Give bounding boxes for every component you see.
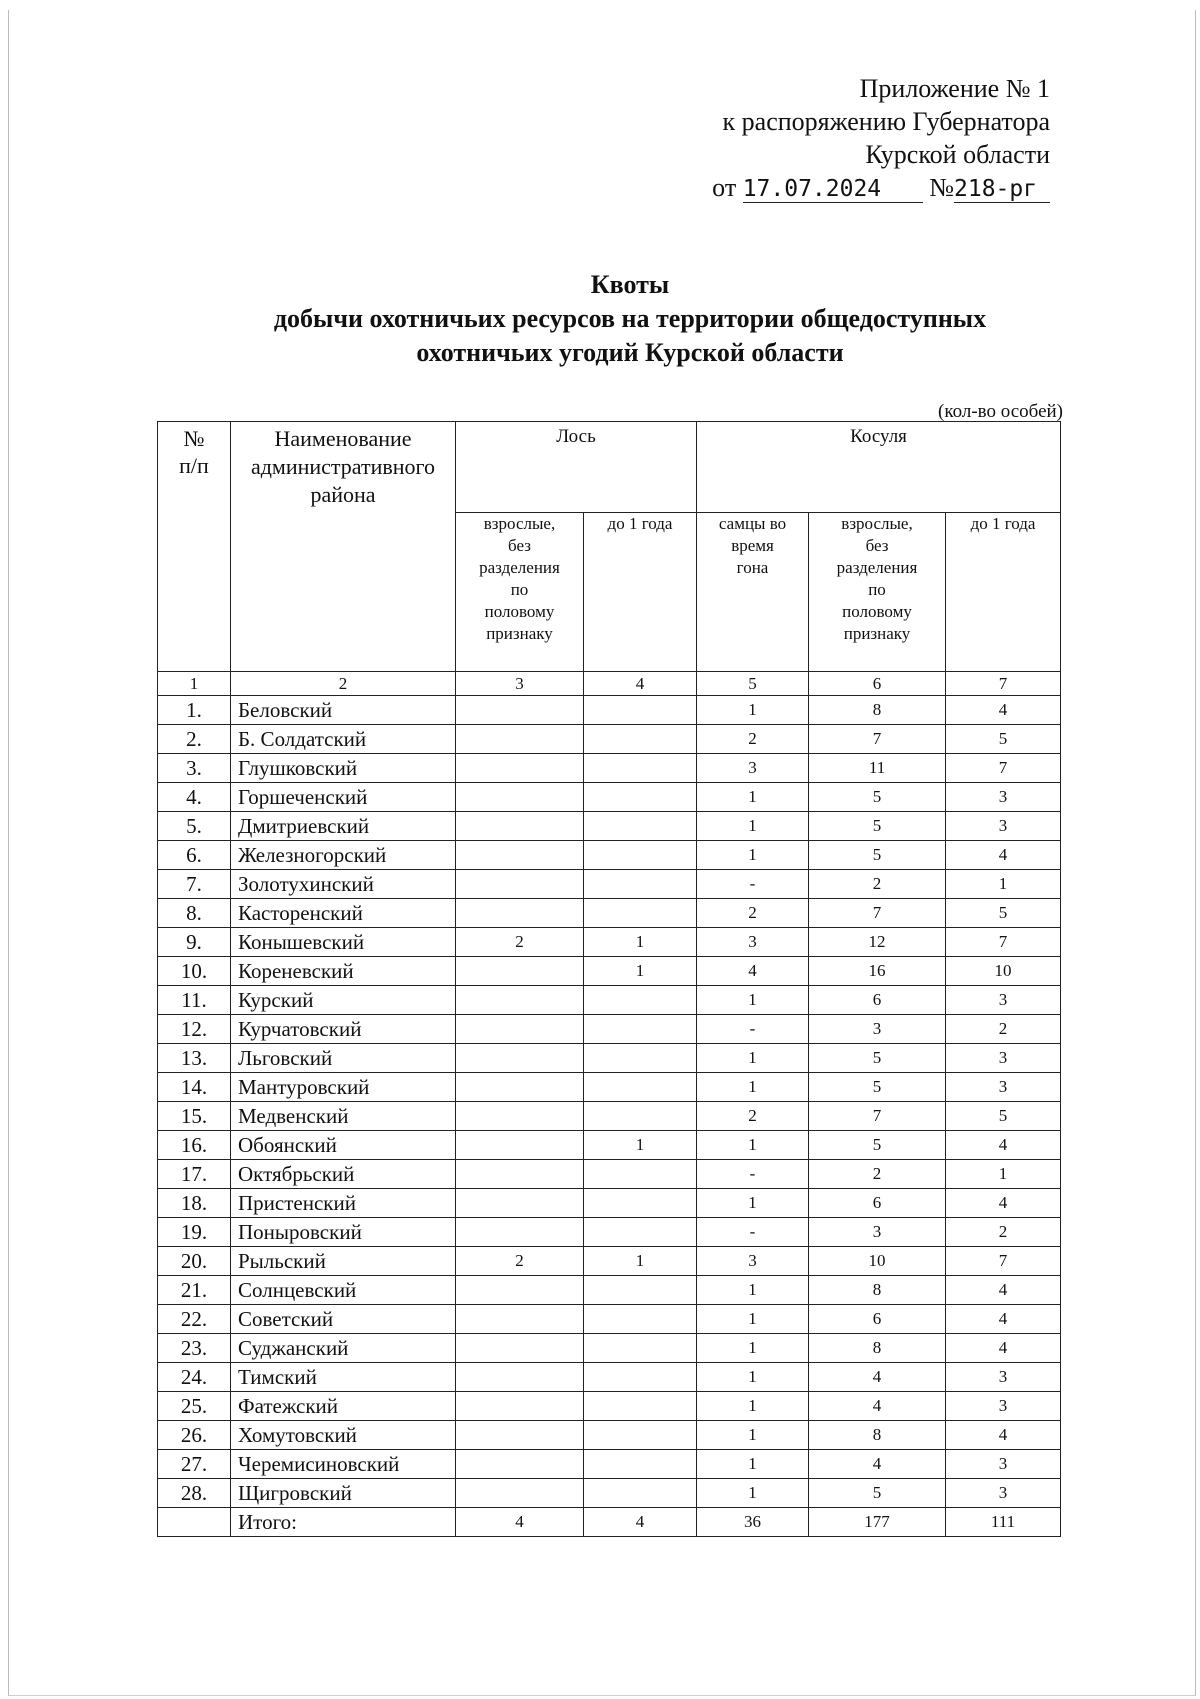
header-text: гона bbox=[736, 558, 769, 577]
moose-adult bbox=[456, 1421, 584, 1450]
moose-young bbox=[584, 696, 697, 725]
moose-young bbox=[584, 1160, 697, 1189]
roe-males: 1 bbox=[697, 1479, 809, 1508]
header-text: половому bbox=[484, 602, 555, 621]
district-name: Железногорский bbox=[231, 841, 456, 870]
moose-adult bbox=[456, 1479, 584, 1508]
header-text: признаку bbox=[843, 624, 911, 643]
header-moose-adult bbox=[456, 513, 584, 672]
moose-adult bbox=[456, 1160, 584, 1189]
roe-adult: 3 bbox=[809, 1015, 946, 1044]
table-row bbox=[158, 1421, 1061, 1450]
moose-adult bbox=[456, 1392, 584, 1421]
appendix-line-3: Курской области bbox=[865, 140, 1050, 169]
appendix-block bbox=[630, 72, 1050, 204]
district-name: Б. Солдатский bbox=[231, 725, 456, 754]
title-line-2: добычи охотничьих ресурсов на территории общедоступных bbox=[273, 304, 987, 333]
district-name: Конышевский bbox=[231, 928, 456, 957]
header-moose-young: до 1 года bbox=[584, 513, 697, 672]
roe-adult: 4 bbox=[809, 1363, 946, 1392]
district-name: Касторенский bbox=[231, 899, 456, 928]
roe-males: 1 bbox=[697, 1450, 809, 1479]
column-number: 2 bbox=[231, 672, 456, 696]
row-number: 2. bbox=[158, 725, 231, 754]
moose-young bbox=[584, 783, 697, 812]
row-number: 15. bbox=[158, 1102, 231, 1131]
header-text: половому bbox=[842, 602, 912, 621]
roe-adult: 5 bbox=[809, 1073, 946, 1102]
header-name bbox=[231, 422, 456, 672]
roe-males: 2 bbox=[697, 1102, 809, 1131]
row-number: 26. bbox=[158, 1421, 231, 1450]
row-number: 11. bbox=[158, 986, 231, 1015]
header-text: время bbox=[731, 536, 774, 555]
table-row bbox=[158, 1363, 1061, 1392]
column-number: 7 bbox=[946, 672, 1061, 696]
roe-males: - bbox=[697, 1218, 809, 1247]
moose-adult: 4 bbox=[456, 1508, 584, 1537]
header-num bbox=[158, 422, 231, 672]
roe-young: 4 bbox=[946, 1131, 1061, 1160]
moose-adult bbox=[456, 841, 584, 870]
table-row bbox=[158, 1073, 1061, 1102]
header-text: без bbox=[865, 536, 889, 555]
row-number: 16. bbox=[158, 1131, 231, 1160]
moose-adult bbox=[456, 1218, 584, 1247]
roe-males: 1 bbox=[697, 696, 809, 725]
roe-adult: 7 bbox=[809, 725, 946, 754]
roe-males: 1 bbox=[697, 1131, 809, 1160]
roe-adult: 8 bbox=[809, 696, 946, 725]
header-text: по bbox=[510, 580, 529, 599]
roe-adult: 8 bbox=[809, 1421, 946, 1450]
moose-adult bbox=[456, 1044, 584, 1073]
roe-adult: 7 bbox=[809, 899, 946, 928]
roe-young: 3 bbox=[946, 812, 1061, 841]
moose-young bbox=[584, 754, 697, 783]
roe-young: 2 bbox=[946, 1218, 1061, 1247]
table-row bbox=[158, 1276, 1061, 1305]
total-row bbox=[158, 1508, 1061, 1537]
row-number: 10. bbox=[158, 957, 231, 986]
roe-young: 111 bbox=[946, 1508, 1061, 1537]
moose-adult bbox=[456, 754, 584, 783]
column-number: 4 bbox=[584, 672, 697, 696]
header-text: разделения bbox=[479, 558, 560, 577]
header-name-line-2: административного bbox=[250, 454, 436, 479]
table-row bbox=[158, 870, 1061, 899]
roe-adult: 177 bbox=[809, 1508, 946, 1537]
table-row bbox=[158, 783, 1061, 812]
row-number bbox=[158, 1508, 231, 1537]
moose-young bbox=[584, 1073, 697, 1102]
document-title bbox=[140, 268, 1120, 370]
roe-adult: 5 bbox=[809, 812, 946, 841]
roe-males: - bbox=[697, 1160, 809, 1189]
moose-young bbox=[584, 1450, 697, 1479]
moose-young bbox=[584, 1218, 697, 1247]
appendix-line-1: Приложение № 1 bbox=[859, 74, 1050, 103]
roe-adult: 5 bbox=[809, 1044, 946, 1073]
roe-young: 7 bbox=[946, 928, 1061, 957]
moose-young bbox=[584, 1334, 697, 1363]
roe-males: 1 bbox=[697, 1044, 809, 1073]
document-date: 17.07.2024 bbox=[743, 176, 923, 203]
roe-adult: 2 bbox=[809, 1160, 946, 1189]
header-text: разделения bbox=[836, 558, 918, 577]
moose-young bbox=[584, 812, 697, 841]
table-row bbox=[158, 899, 1061, 928]
moose-young: 4 bbox=[584, 1508, 697, 1537]
table-row bbox=[158, 1392, 1061, 1421]
moose-adult: 2 bbox=[456, 1247, 584, 1276]
roe-males: 1 bbox=[697, 1073, 809, 1102]
row-number: 21. bbox=[158, 1276, 231, 1305]
header-roe-deer: Косуля bbox=[697, 422, 1061, 513]
roe-young: 3 bbox=[946, 986, 1061, 1015]
row-number: 23. bbox=[158, 1334, 231, 1363]
moose-adult bbox=[456, 696, 584, 725]
roe-young: 4 bbox=[946, 1305, 1061, 1334]
roe-adult: 2 bbox=[809, 870, 946, 899]
roe-adult: 5 bbox=[809, 1479, 946, 1508]
district-name: Дмитриевский bbox=[231, 812, 456, 841]
roe-young: 7 bbox=[946, 754, 1061, 783]
roe-males: 3 bbox=[697, 754, 809, 783]
column-number: 6 bbox=[809, 672, 946, 696]
roe-adult: 11 bbox=[809, 754, 946, 783]
moose-adult bbox=[456, 870, 584, 899]
district-name: Пристенский bbox=[231, 1189, 456, 1218]
row-number: 14. bbox=[158, 1073, 231, 1102]
header-roe-males bbox=[697, 513, 809, 672]
header-roe-young: до 1 года bbox=[946, 513, 1061, 672]
moose-young bbox=[584, 899, 697, 928]
row-number: 28. bbox=[158, 1479, 231, 1508]
header-text: по bbox=[868, 580, 886, 599]
table-row bbox=[158, 1305, 1061, 1334]
row-number: 4. bbox=[158, 783, 231, 812]
roe-adult: 6 bbox=[809, 986, 946, 1015]
row-number: 8. bbox=[158, 899, 231, 928]
row-number: 6. bbox=[158, 841, 231, 870]
district-name: Золотухинский bbox=[231, 870, 456, 899]
roe-males: 2 bbox=[697, 725, 809, 754]
moose-adult bbox=[456, 1189, 584, 1218]
roe-adult: 5 bbox=[809, 1131, 946, 1160]
moose-adult bbox=[456, 1015, 584, 1044]
column-number: 5 bbox=[697, 672, 809, 696]
roe-young: 4 bbox=[946, 1421, 1061, 1450]
district-name: Рыльский bbox=[231, 1247, 456, 1276]
roe-males: 1 bbox=[697, 812, 809, 841]
moose-young bbox=[584, 725, 697, 754]
moose-young bbox=[584, 1392, 697, 1421]
moose-young bbox=[584, 1421, 697, 1450]
roe-young: 3 bbox=[946, 783, 1061, 812]
roe-adult: 3 bbox=[809, 1218, 946, 1247]
district-name: Кореневский bbox=[231, 957, 456, 986]
district-name: Щигровский bbox=[231, 1479, 456, 1508]
moose-young bbox=[584, 1479, 697, 1508]
table-row bbox=[158, 1218, 1061, 1247]
roe-young: 4 bbox=[946, 1276, 1061, 1305]
column-number-row bbox=[158, 672, 1061, 696]
moose-young bbox=[584, 1015, 697, 1044]
row-number: 25. bbox=[158, 1392, 231, 1421]
district-name: Итого: bbox=[231, 1508, 456, 1537]
table-row bbox=[158, 725, 1061, 754]
moose-young: 1 bbox=[584, 1247, 697, 1276]
moose-adult bbox=[456, 1305, 584, 1334]
moose-young bbox=[584, 870, 697, 899]
moose-adult bbox=[456, 725, 584, 754]
moose-adult bbox=[456, 899, 584, 928]
district-name: Хомутовский bbox=[231, 1421, 456, 1450]
table-row bbox=[158, 1450, 1061, 1479]
moose-adult bbox=[456, 986, 584, 1015]
document-number: 218-рг bbox=[954, 176, 1050, 203]
header-text: признаку bbox=[486, 624, 553, 643]
district-name: Обоянский bbox=[231, 1131, 456, 1160]
moose-young bbox=[584, 986, 697, 1015]
header-roe-adult bbox=[809, 513, 946, 672]
roe-young: 2 bbox=[946, 1015, 1061, 1044]
roe-young: 5 bbox=[946, 725, 1061, 754]
district-name: Льговский bbox=[231, 1044, 456, 1073]
roe-adult: 6 bbox=[809, 1305, 946, 1334]
moose-young: 1 bbox=[584, 957, 697, 986]
roe-males: 4 bbox=[697, 957, 809, 986]
row-number: 20. bbox=[158, 1247, 231, 1276]
moose-adult bbox=[456, 1276, 584, 1305]
district-name: Глушковский bbox=[231, 754, 456, 783]
roe-males: 3 bbox=[697, 928, 809, 957]
table-row bbox=[158, 1334, 1061, 1363]
appendix-date-line bbox=[630, 171, 1050, 204]
moose-young bbox=[584, 841, 697, 870]
header-text: взрослые, bbox=[483, 514, 556, 533]
roe-young: 4 bbox=[946, 696, 1061, 725]
district-name: Курский bbox=[231, 986, 456, 1015]
moose-young bbox=[584, 1363, 697, 1392]
moose-adult bbox=[456, 812, 584, 841]
table-row bbox=[158, 1102, 1061, 1131]
number-prefix: № bbox=[929, 173, 954, 202]
roe-males: 1 bbox=[697, 1189, 809, 1218]
roe-young: 1 bbox=[946, 870, 1061, 899]
moose-adult bbox=[456, 957, 584, 986]
row-number: 1. bbox=[158, 696, 231, 725]
moose-adult: 2 bbox=[456, 928, 584, 957]
roe-young: 7 bbox=[946, 1247, 1061, 1276]
roe-young: 5 bbox=[946, 1102, 1061, 1131]
date-prefix: от bbox=[712, 173, 737, 202]
table-row bbox=[158, 1131, 1061, 1160]
roe-adult: 10 bbox=[809, 1247, 946, 1276]
district-name: Фатежский bbox=[231, 1392, 456, 1421]
table-row bbox=[158, 1479, 1061, 1508]
title-line-1: Квоты bbox=[590, 270, 670, 299]
roe-young: 3 bbox=[946, 1044, 1061, 1073]
moose-adult bbox=[456, 783, 584, 812]
table-row bbox=[158, 1189, 1061, 1218]
unit-note: (кол-во особей) bbox=[938, 401, 1063, 422]
roe-young: 4 bbox=[946, 1189, 1061, 1218]
roe-males: 1 bbox=[697, 1334, 809, 1363]
table-row bbox=[158, 754, 1061, 783]
district-name: Октябрьский bbox=[231, 1160, 456, 1189]
roe-young: 3 bbox=[946, 1392, 1061, 1421]
district-name: Медвенский bbox=[231, 1102, 456, 1131]
roe-males: 1 bbox=[697, 1305, 809, 1334]
moose-adult bbox=[456, 1363, 584, 1392]
row-number: 5. bbox=[158, 812, 231, 841]
roe-males: 1 bbox=[697, 1276, 809, 1305]
roe-adult: 7 bbox=[809, 1102, 946, 1131]
table-row bbox=[158, 986, 1061, 1015]
row-number: 24. bbox=[158, 1363, 231, 1392]
roe-males: 1 bbox=[697, 1392, 809, 1421]
moose-young bbox=[584, 1276, 697, 1305]
column-number: 3 bbox=[456, 672, 584, 696]
header-text: самцы во bbox=[718, 514, 787, 533]
moose-young bbox=[584, 1044, 697, 1073]
roe-young: 10 bbox=[946, 957, 1061, 986]
row-number: 17. bbox=[158, 1160, 231, 1189]
roe-young: 5 bbox=[946, 899, 1061, 928]
header-num-line-2: п/п bbox=[179, 453, 209, 478]
district-name: Советский bbox=[231, 1305, 456, 1334]
roe-males: 1 bbox=[697, 986, 809, 1015]
moose-young bbox=[584, 1305, 697, 1334]
table-row bbox=[158, 1160, 1061, 1189]
row-number: 18. bbox=[158, 1189, 231, 1218]
row-number: 22. bbox=[158, 1305, 231, 1334]
row-number: 19. bbox=[158, 1218, 231, 1247]
row-number: 13. bbox=[158, 1044, 231, 1073]
moose-adult bbox=[456, 1102, 584, 1131]
roe-young: 3 bbox=[946, 1450, 1061, 1479]
quota-table-body bbox=[158, 672, 1061, 1537]
roe-adult: 5 bbox=[809, 841, 946, 870]
roe-adult: 12 bbox=[809, 928, 946, 957]
table-row bbox=[158, 1015, 1061, 1044]
roe-males: 1 bbox=[697, 841, 809, 870]
roe-adult: 6 bbox=[809, 1189, 946, 1218]
district-name: Черемисиновский bbox=[231, 1450, 456, 1479]
district-name: Солнцевский bbox=[231, 1276, 456, 1305]
roe-adult: 16 bbox=[809, 957, 946, 986]
district-name: Горшеченский bbox=[231, 783, 456, 812]
table-row bbox=[158, 812, 1061, 841]
district-name: Поныровский bbox=[231, 1218, 456, 1247]
roe-males: 3 bbox=[697, 1247, 809, 1276]
column-number: 1 bbox=[158, 672, 231, 696]
district-name: Тимский bbox=[231, 1363, 456, 1392]
district-name: Курчатовский bbox=[231, 1015, 456, 1044]
district-name: Беловский bbox=[231, 696, 456, 725]
roe-males: - bbox=[697, 1015, 809, 1044]
quota-table bbox=[157, 421, 1061, 1537]
moose-adult bbox=[456, 1073, 584, 1102]
appendix-line-2: к распоряжению Губернатора bbox=[722, 107, 1050, 136]
roe-young: 3 bbox=[946, 1479, 1061, 1508]
roe-males: 1 bbox=[697, 1363, 809, 1392]
district-name: Суджанский bbox=[231, 1334, 456, 1363]
roe-young: 3 bbox=[946, 1073, 1061, 1102]
header-text: взрослые, bbox=[841, 514, 913, 533]
moose-young bbox=[584, 1102, 697, 1131]
roe-males: 2 bbox=[697, 899, 809, 928]
roe-males: 1 bbox=[697, 1421, 809, 1450]
row-number: 7. bbox=[158, 870, 231, 899]
table-row bbox=[158, 696, 1061, 725]
roe-adult: 4 bbox=[809, 1392, 946, 1421]
district-name: Мантуровский bbox=[231, 1073, 456, 1102]
moose-adult bbox=[456, 1450, 584, 1479]
table-row bbox=[158, 1044, 1061, 1073]
header-num-line-1: № bbox=[183, 426, 205, 451]
roe-young: 3 bbox=[946, 1363, 1061, 1392]
roe-males: 1 bbox=[697, 783, 809, 812]
roe-young: 4 bbox=[946, 1334, 1061, 1363]
table-row bbox=[158, 928, 1061, 957]
row-number: 9. bbox=[158, 928, 231, 957]
roe-adult: 5 bbox=[809, 783, 946, 812]
header-moose: Лось bbox=[456, 422, 697, 513]
table-row bbox=[158, 957, 1061, 986]
header-name-line-1: Наименование bbox=[274, 426, 412, 451]
table-row bbox=[158, 841, 1061, 870]
roe-adult: 8 bbox=[809, 1334, 946, 1363]
roe-adult: 4 bbox=[809, 1450, 946, 1479]
roe-young: 4 bbox=[946, 841, 1061, 870]
row-number: 3. bbox=[158, 754, 231, 783]
roe-young: 1 bbox=[946, 1160, 1061, 1189]
row-number: 12. bbox=[158, 1015, 231, 1044]
row-number: 27. bbox=[158, 1450, 231, 1479]
table-row bbox=[158, 1247, 1061, 1276]
moose-adult bbox=[456, 1131, 584, 1160]
moose-young bbox=[584, 1189, 697, 1218]
roe-males: - bbox=[697, 870, 809, 899]
moose-adult bbox=[456, 1334, 584, 1363]
title-line-3: охотничьих угодий Курской области bbox=[416, 338, 844, 367]
header-text: без bbox=[508, 536, 531, 555]
moose-young: 1 bbox=[584, 928, 697, 957]
moose-young: 1 bbox=[584, 1131, 697, 1160]
header-name-line-3: района bbox=[310, 482, 376, 507]
roe-males: 36 bbox=[697, 1508, 809, 1537]
roe-adult: 8 bbox=[809, 1276, 946, 1305]
